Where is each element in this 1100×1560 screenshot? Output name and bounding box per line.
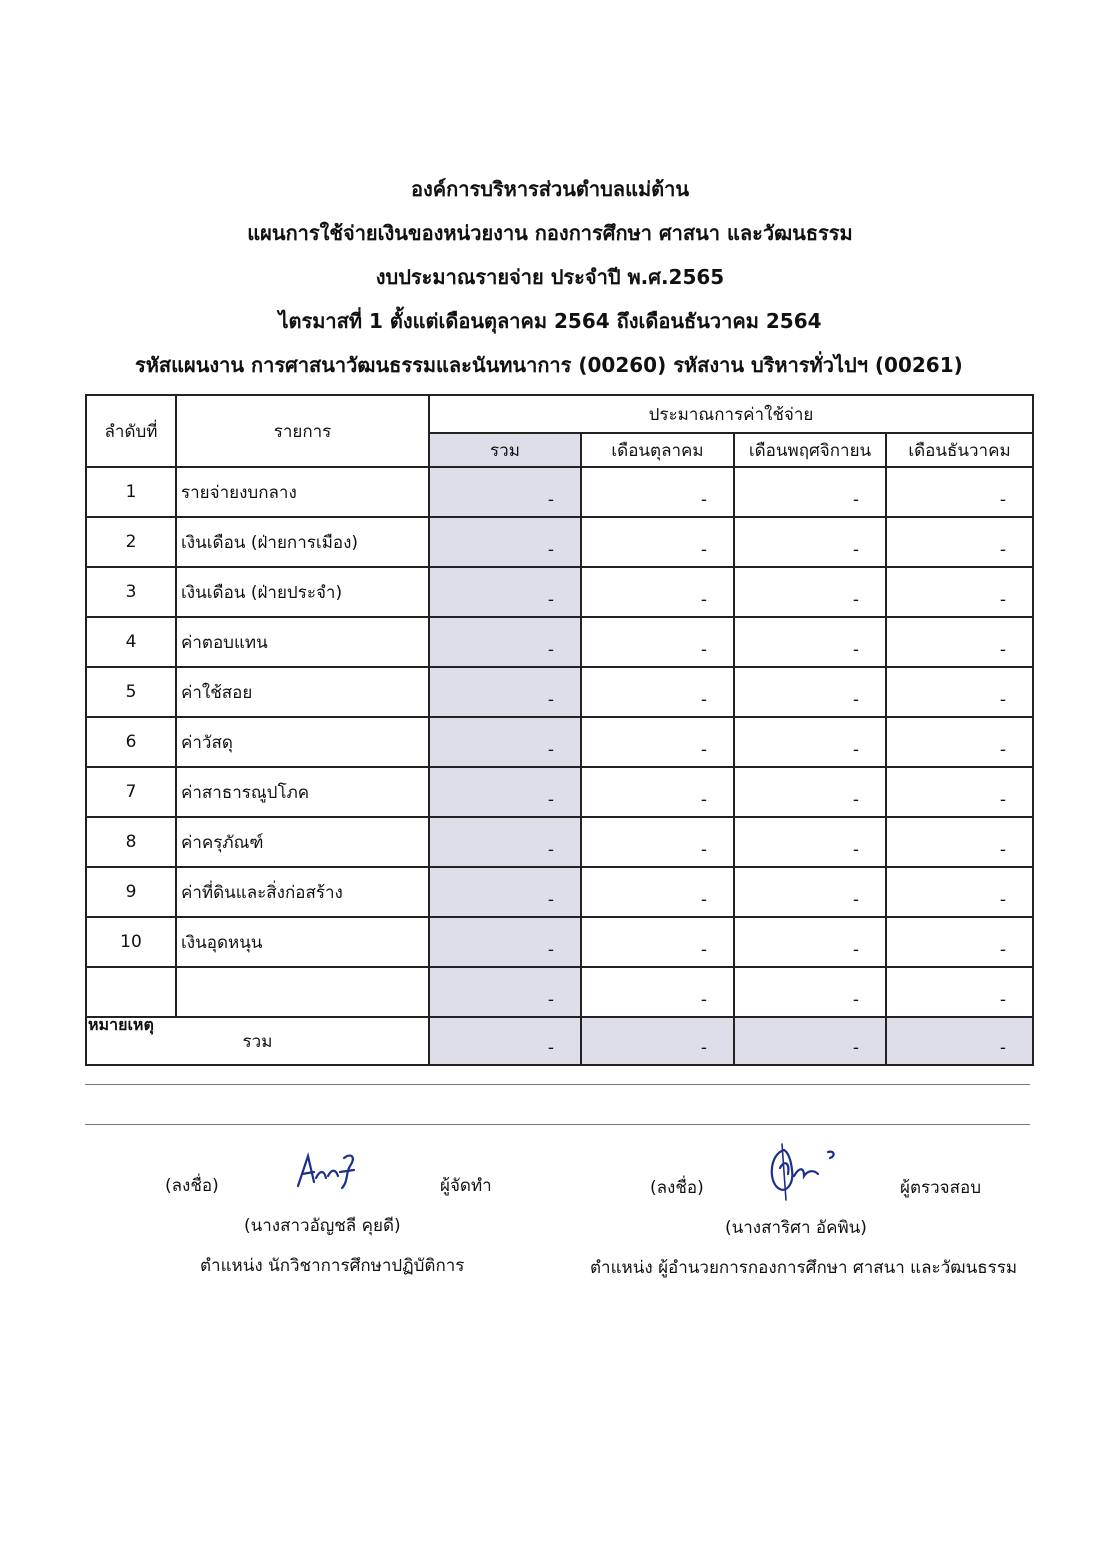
row-total: - — [429, 917, 581, 967]
total-label: รวม — [86, 1017, 429, 1065]
table-row — [86, 767, 1033, 817]
row-index: 1 — [86, 467, 176, 517]
row-index: 3 — [86, 567, 176, 617]
table-row — [86, 867, 1033, 917]
table-row — [86, 467, 1033, 517]
expense-plan-table — [85, 394, 1034, 1066]
right-sign-prefix: (ลงชื่อ) — [650, 1178, 704, 1198]
left-sign-role: ผู้จัดทำ — [440, 1176, 492, 1196]
row-index: 4 — [86, 617, 176, 667]
table-row — [86, 617, 1033, 667]
left-sign-name: (นางสาวอัญชลี คุยดี) — [244, 1216, 401, 1236]
note-line-2 — [85, 1124, 1030, 1125]
row-november: - — [734, 617, 886, 667]
row-december: - — [886, 867, 1033, 917]
note-line-1 — [85, 1084, 1030, 1085]
column-header-item: รายการ — [176, 395, 429, 467]
plan-title: แผนการใช้จ่ายเงินของหน่วยงาน กองการศึกษา ศาสนา และวัฒนธรรม — [247, 221, 853, 245]
total-sum: - — [429, 1017, 581, 1065]
table-row — [86, 967, 1033, 1017]
row-november: - — [734, 717, 886, 767]
row-november: - — [734, 767, 886, 817]
org-title: องค์การบริหารส่วนตำบลแม่ต้าน — [410, 177, 690, 201]
row-item: เงินเดือน (ฝ่ายการเมือง) — [176, 517, 429, 567]
row-november: - — [734, 667, 886, 717]
left-signature-mark — [292, 1148, 370, 1196]
row-item: เงินเดือน (ฝ่ายประจำ) — [176, 567, 429, 617]
left-sign-prefix: (ลงชื่อ) — [165, 1176, 219, 1196]
table-row — [86, 667, 1033, 717]
row-index — [86, 967, 176, 1017]
row-total: - — [429, 517, 581, 567]
row-december: - — [886, 617, 1033, 667]
table-row — [86, 717, 1033, 767]
row-december: - — [886, 717, 1033, 767]
total-october: - — [581, 1017, 734, 1065]
row-october: - — [581, 717, 734, 767]
column-header-october: เดือนตุลาคม — [581, 433, 734, 467]
left-sign-position: ตำแหน่ง นักวิชาการศึกษาปฏิบัติการ — [200, 1256, 465, 1276]
row-october: - — [581, 917, 734, 967]
table-row — [86, 517, 1033, 567]
row-december: - — [886, 767, 1033, 817]
row-total: - — [429, 717, 581, 767]
row-october: - — [581, 817, 734, 867]
row-december: - — [886, 917, 1033, 967]
row-october: - — [581, 467, 734, 517]
row-december: - — [886, 517, 1033, 567]
row-item: เงินอุดหนุน — [176, 917, 429, 967]
column-group-estimate: ประมาณการค่าใช้จ่าย — [429, 395, 1033, 433]
row-october: - — [581, 517, 734, 567]
row-october: - — [581, 567, 734, 617]
row-december: - — [886, 817, 1033, 867]
right-sign-role: ผู้ตรวจสอบ — [900, 1178, 982, 1198]
right-sign-position: ตำแหน่ง ผู้อำนวยการกองการศึกษา ศาสนา และวัฒนธรรม — [590, 1258, 1018, 1278]
row-total: - — [429, 967, 581, 1017]
row-total: - — [429, 617, 581, 667]
row-december: - — [886, 467, 1033, 517]
row-total: - — [429, 867, 581, 917]
document-header — [0, 178, 1100, 398]
row-october: - — [581, 867, 734, 917]
total-november: - — [734, 1017, 886, 1065]
column-header-november: เดือนพฤศจิกายน — [734, 433, 886, 467]
row-item — [176, 967, 429, 1017]
table-row — [86, 917, 1033, 967]
row-october: - — [581, 767, 734, 817]
right-signature-mark — [764, 1140, 846, 1206]
row-item: ค่าที่ดินและสิ่งก่อสร้าง — [176, 867, 429, 917]
row-item: ค่าใช้สอย — [176, 667, 429, 717]
row-total: - — [429, 567, 581, 617]
row-november: - — [734, 967, 886, 1017]
row-item: ค่าวัสดุ — [176, 717, 429, 767]
row-index: 5 — [86, 667, 176, 717]
row-index: 6 — [86, 717, 176, 767]
table-total-row — [86, 1017, 1033, 1065]
row-total: - — [429, 667, 581, 717]
row-december: - — [886, 667, 1033, 717]
row-index: 2 — [86, 517, 176, 567]
row-total: - — [429, 467, 581, 517]
column-header-total: รวม — [429, 433, 581, 467]
row-item: รายจ่ายงบกลาง — [176, 467, 429, 517]
codes-title: รหัสแผนงาน การศาสนาวัฒนธรรมและนันทนาการ (00260) รหัสงาน บริหารทั่วไปฯ (00261) — [135, 353, 963, 377]
row-october: - — [581, 617, 734, 667]
row-november: - — [734, 517, 886, 567]
budget-title: งบประมาณรายจ่าย ประจำปี พ.ศ.2565 — [375, 265, 725, 289]
row-total: - — [429, 767, 581, 817]
row-index: 9 — [86, 867, 176, 917]
row-november: - — [734, 867, 886, 917]
row-index: 10 — [86, 917, 176, 967]
row-item: ค่าครุภัณฑ์ — [176, 817, 429, 867]
row-index: 8 — [86, 817, 176, 867]
row-november: - — [734, 567, 886, 617]
row-item: ค่าตอบแทน — [176, 617, 429, 667]
row-total: - — [429, 817, 581, 867]
row-october: - — [581, 667, 734, 717]
row-november: - — [734, 467, 886, 517]
table-row — [86, 567, 1033, 617]
row-item: ค่าสาธารณูปโภค — [176, 767, 429, 817]
total-december: - — [886, 1017, 1033, 1065]
row-december: - — [886, 967, 1033, 1017]
note-label: หมายเหตุ — [88, 1015, 154, 1034]
column-header-december: เดือนธันวาคม — [886, 433, 1033, 467]
row-november: - — [734, 817, 886, 867]
row-october: - — [581, 967, 734, 1017]
table-row — [86, 817, 1033, 867]
row-index: 7 — [86, 767, 176, 817]
row-december: - — [886, 567, 1033, 617]
right-sign-name: (นางสาริศา อัคพิน) — [725, 1218, 867, 1238]
row-november: - — [734, 917, 886, 967]
column-header-index: ลำดับที่ — [86, 395, 176, 467]
quarter-title: ไตรมาสที่ 1 ตั้งแต่เดือนตุลาคม 2564 ถึงเดือนธันวาคม 2564 — [278, 309, 822, 333]
